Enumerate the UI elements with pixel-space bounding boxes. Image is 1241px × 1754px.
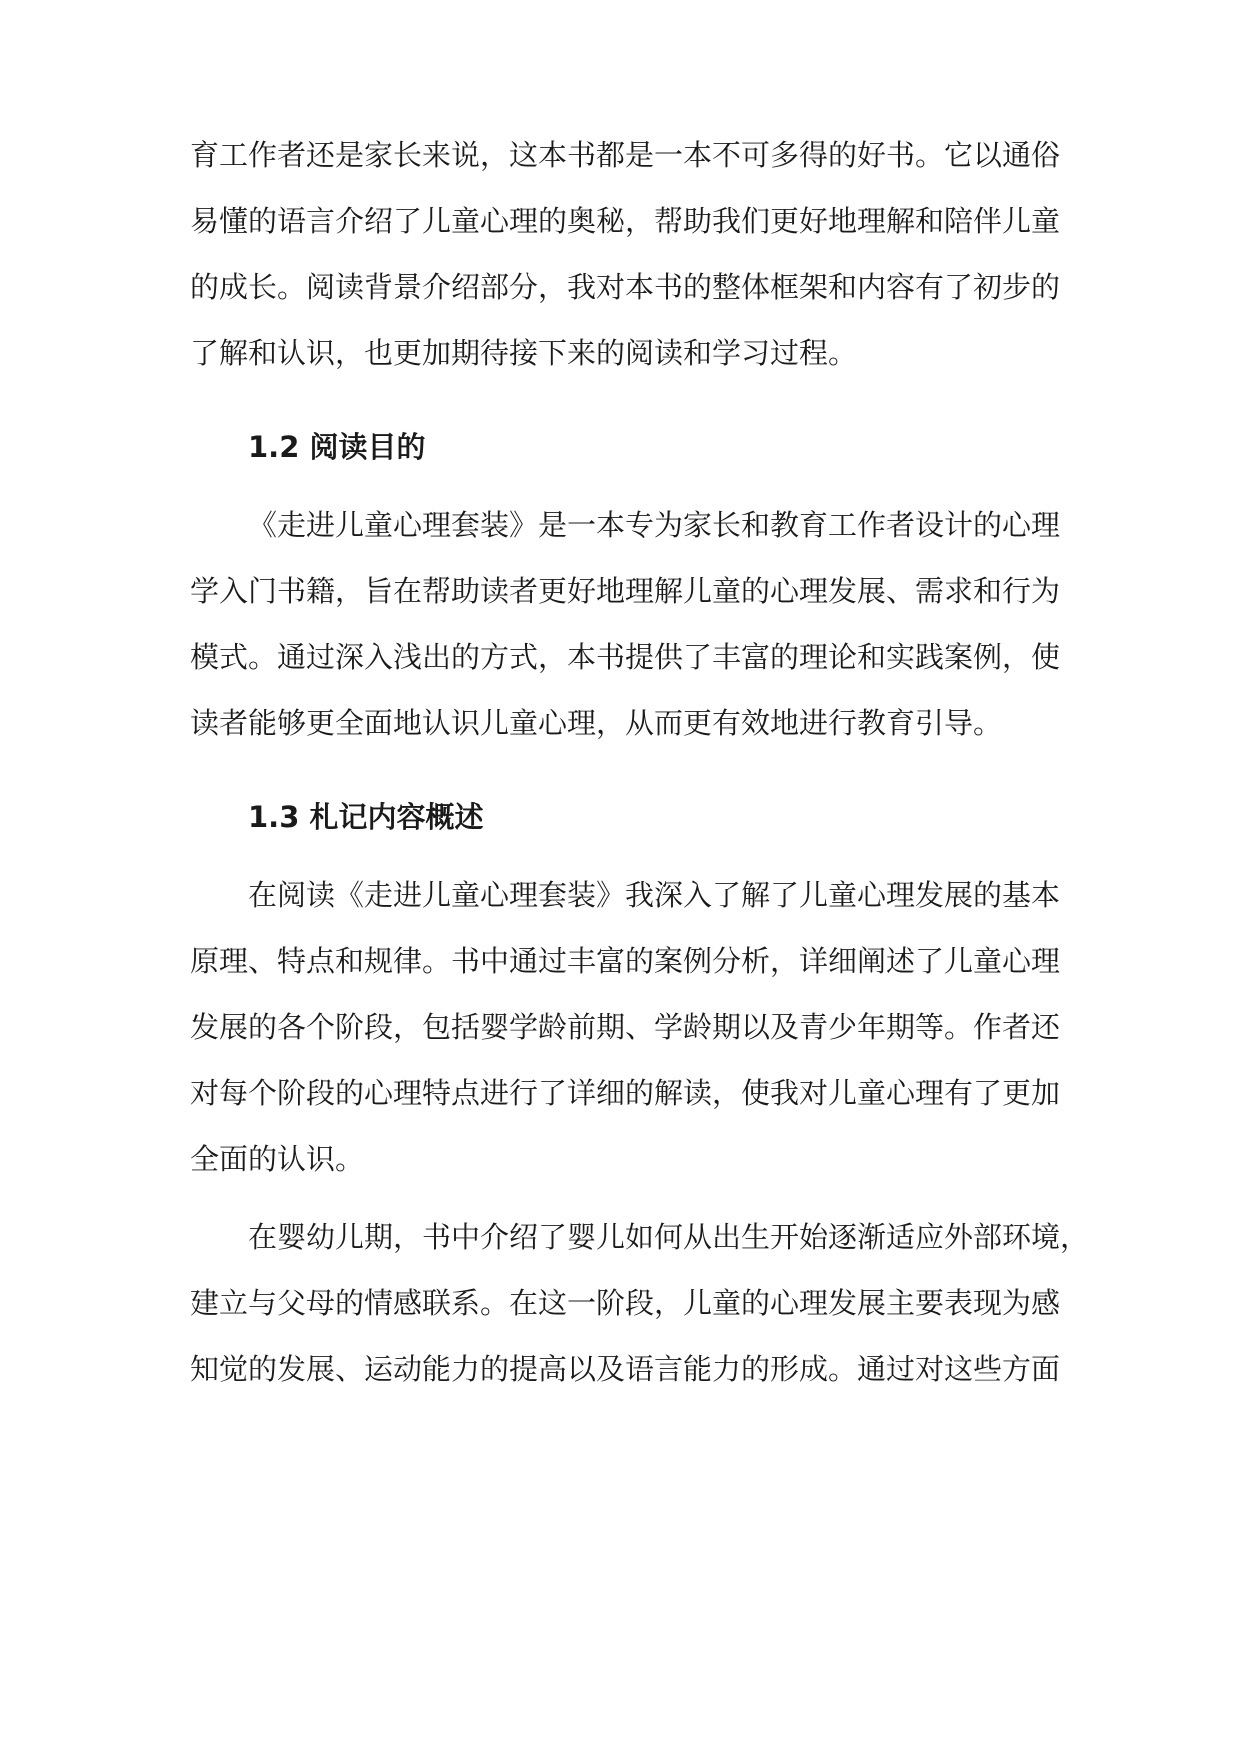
text-line: 建立与父母的情感联系。在这一阶段，儿童的心理发展主要表现为感 — [190, 1286, 1061, 1320]
text-line: 《走进儿童心理套装》是一本专为家长和教育工作者设计的心理 — [248, 508, 1061, 542]
text-line: 对每个阶段的心理特点进行了详细的解读，使我对儿童心理有了更加 — [190, 1076, 1061, 1110]
text-line: 在阅读《走进儿童心理套装》我深入了解了儿童心理发展的基本 — [248, 878, 1061, 912]
text-line: 了解和认识，也更加期待接下来的阅读和学习过程。 — [190, 336, 858, 370]
text-line: 知觉的发展、运动能力的提高以及语言能力的形成。通过对这些方面 — [190, 1352, 1061, 1386]
section-heading-1-2: 1.2 阅读目的 — [248, 430, 426, 464]
text-line: 的成长。阅读背景介绍部分，我对本书的整体框架和内容有了初步的 — [190, 270, 1061, 304]
text-line: 易懂的语言介绍了儿童心理的奥秘，帮助我们更好地理解和陪伴儿童 — [190, 204, 1061, 238]
section-heading-1-3: 1.3 札记内容概述 — [248, 800, 484, 834]
text-line: 发展的各个阶段，包括婴学龄前期、学龄期以及青少年期等。作者还 — [190, 1010, 1061, 1044]
text-line: 在婴幼儿期，书中介绍了婴儿如何从出生开始逐渐适应外部环境， — [248, 1220, 1090, 1254]
text-line: 读者能够更全面地认识儿童心理，从而更有效地进行教育引导。 — [190, 706, 1003, 740]
text-line: 育工作者还是家长来说，这本书都是一本不可多得的好书。它以通俗 — [190, 138, 1061, 172]
text-line: 原理、特点和规律。书中通过丰富的案例分析，详细阐述了儿童心理 — [190, 944, 1061, 978]
text-line: 全面的认识。 — [190, 1142, 365, 1176]
text-line: 模式。通过深入浅出的方式，本书提供了丰富的理论和实践案例，使 — [190, 640, 1061, 674]
text-line: 学入门书籍，旨在帮助读者更好地理解儿童的心理发展、需求和行为 — [190, 574, 1061, 608]
